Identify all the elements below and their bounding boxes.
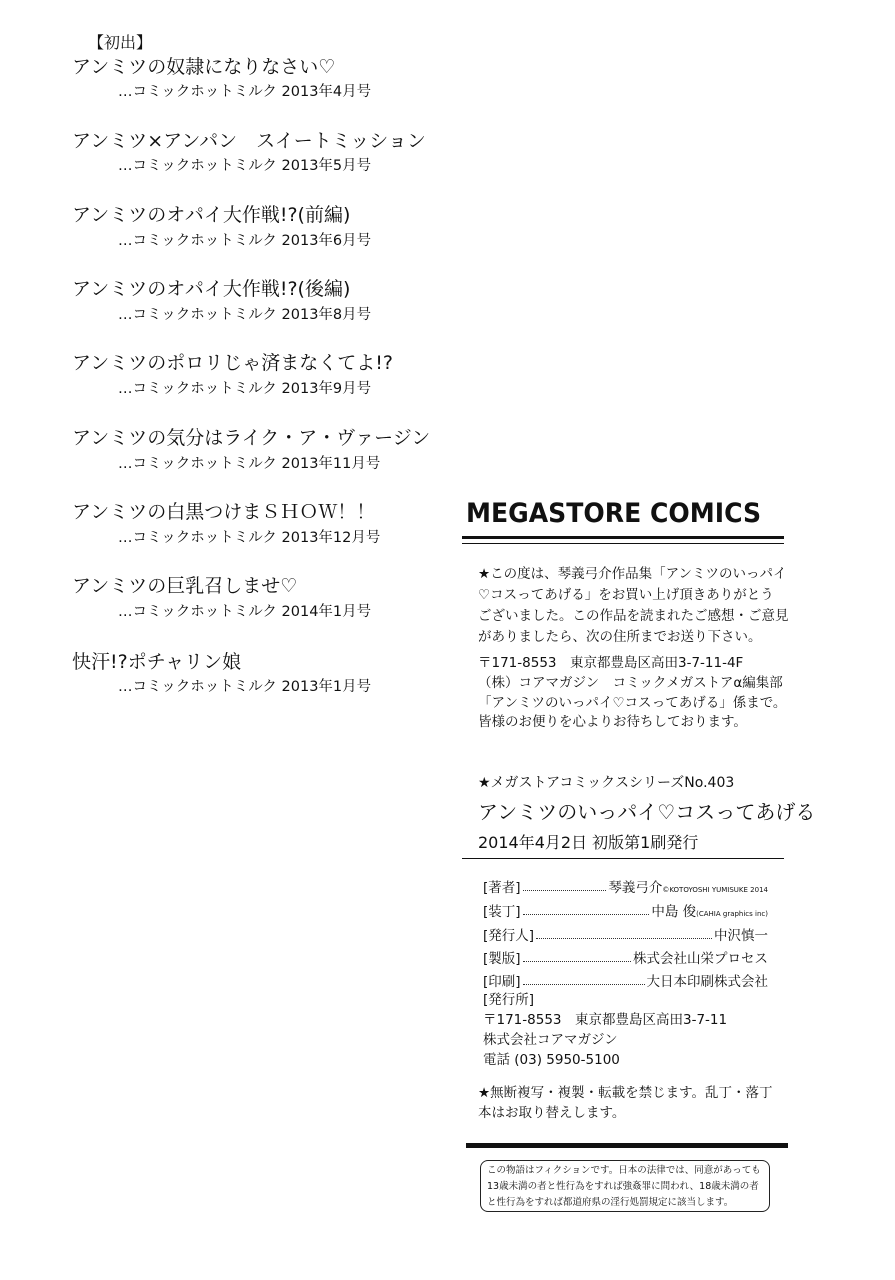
credit-label: [印刷] (483, 974, 521, 990)
credit-value: 株式会社山栄プロセス (633, 951, 768, 967)
credit-label: [著者] (483, 880, 521, 896)
work-source: …コミックホットミルク 2013年11月号 (118, 456, 381, 472)
work-title: 快汗!?ポチャリン娘 (72, 651, 242, 673)
work-source: …コミックホットミルク 2013年5月号 (118, 158, 372, 174)
divider (462, 858, 784, 859)
work-source: …コミックホットミルク 2013年1月号 (118, 679, 372, 695)
message-line: ♡コスってあげる」をお買い上げ頂きありがとう (478, 587, 774, 603)
publisher-label: [発行所] (483, 992, 535, 1008)
work-title: アンミツのオパイ大作戦!?(後編) (72, 278, 351, 300)
credit-value: 大日本印刷株式会社 (646, 974, 768, 990)
credit-plate (483, 947, 768, 967)
megastore-comics-logo: MEGASTORE COMICS (466, 498, 762, 529)
work-title: アンミツ×アンパン スイートミッション (72, 130, 426, 152)
leader-dots (523, 947, 631, 962)
divider (462, 543, 784, 544)
credit-label: [製版] (483, 951, 521, 967)
copyright-line: ★無断複写・複製・転載を禁じます。乱丁・落丁 (478, 1085, 773, 1101)
publisher-address: 〒171-8553 東京都豊島区高田3-7-11 (483, 1012, 728, 1028)
work-source: …コミックホットミルク 2014年1月号 (118, 604, 372, 620)
work-title: アンミツの巨乳召しませ♡ (72, 575, 298, 597)
message-line: ★この度は、琴義弓介作品集「アンミツのいっパイ (478, 566, 787, 582)
address-line: 〒171-8553 東京都豊島区高田3-7-11-4F (478, 655, 744, 671)
series-number: ★メガストアコミックスシリーズNo.403 (478, 775, 735, 791)
credit-printing (483, 970, 768, 990)
address-line: （株）コアマガジン コミックメガストアα編集部 (478, 675, 783, 691)
credit-publisher-person (483, 924, 768, 944)
work-source: …コミックホットミルク 2013年8月号 (118, 307, 372, 323)
message-line: ございました。この作品を読まれたご感想・ご意見 (478, 608, 789, 624)
credit-value (651, 900, 768, 920)
work-source: …コミックホットミルク 2013年6月号 (118, 233, 372, 249)
credit-value (608, 876, 768, 896)
first-appearance-heading: 【初出】 (88, 33, 153, 52)
leader-dots (523, 970, 645, 985)
thanks-message (478, 564, 789, 648)
work-source: …コミックホットミルク 2013年9月号 (118, 381, 372, 397)
work-title: アンミツの白黒つけまＳＨＯＷ！！ (72, 501, 376, 523)
credit-author (483, 876, 768, 896)
work-source: …コミックホットミルク 2013年12月号 (118, 530, 381, 546)
work-title: アンミツの気分はライク・ア・ヴァージン (72, 427, 431, 449)
credit-design (483, 900, 768, 920)
book-title: アンミツのいっパイ♡コスってあげる (478, 800, 816, 824)
fiction-disclaimer: この物語はフィクションです。日本の法律では、同意があっても13歳未満の者と性行為をすれば強姦罪に問われ、18歳未満の者と性行為をすれば都道府県の淫行処罰規定に該当します。 (480, 1160, 770, 1212)
credit-name: 中島 俊 (651, 904, 697, 920)
divider (462, 536, 784, 539)
publisher-block (483, 990, 727, 1070)
credit-value: 中沢慎一 (714, 928, 768, 944)
copyright-notice (478, 1083, 773, 1123)
work-title: アンミツの奴隷になりなさい♡ (72, 56, 336, 78)
message-line: がありましたら、次の住所までお送り下さい。 (478, 629, 762, 645)
work-source: …コミックホットミルク 2013年4月号 (118, 84, 372, 100)
work-title: アンミツのオパイ大作戦!?(前編) (72, 204, 351, 226)
publisher-phone: 電話 (03) 5950-5100 (483, 1052, 620, 1068)
credit-note: (CAHIA graphics inc) (696, 910, 768, 918)
leader-dots (536, 924, 712, 939)
publish-date: 2014年4月2日 初版第1刷発行 (478, 833, 699, 852)
mail-address (478, 653, 786, 713)
credit-label: [発行人] (483, 928, 535, 944)
copyright-line: 本はお取り替えします。 (478, 1105, 626, 1121)
closing-message: 皆様のお便りを心よりお待ちしております。 (478, 714, 747, 730)
work-title: アンミツのポロリじゃ済まなくてよ!? (72, 352, 393, 374)
credit-name: 琴義弓介 (608, 880, 663, 896)
address-line: 「アンミツのいっパイ♡コスってあげる」係まで。 (478, 695, 787, 711)
divider (466, 1143, 788, 1148)
publisher-name: 株式会社コアマガジン (483, 1032, 618, 1048)
leader-dots (523, 876, 607, 891)
credit-label: [装丁] (483, 904, 521, 920)
credit-note: ©KOTOYOSHI YUMISUKE 2014 (662, 886, 768, 894)
leader-dots (523, 900, 650, 915)
